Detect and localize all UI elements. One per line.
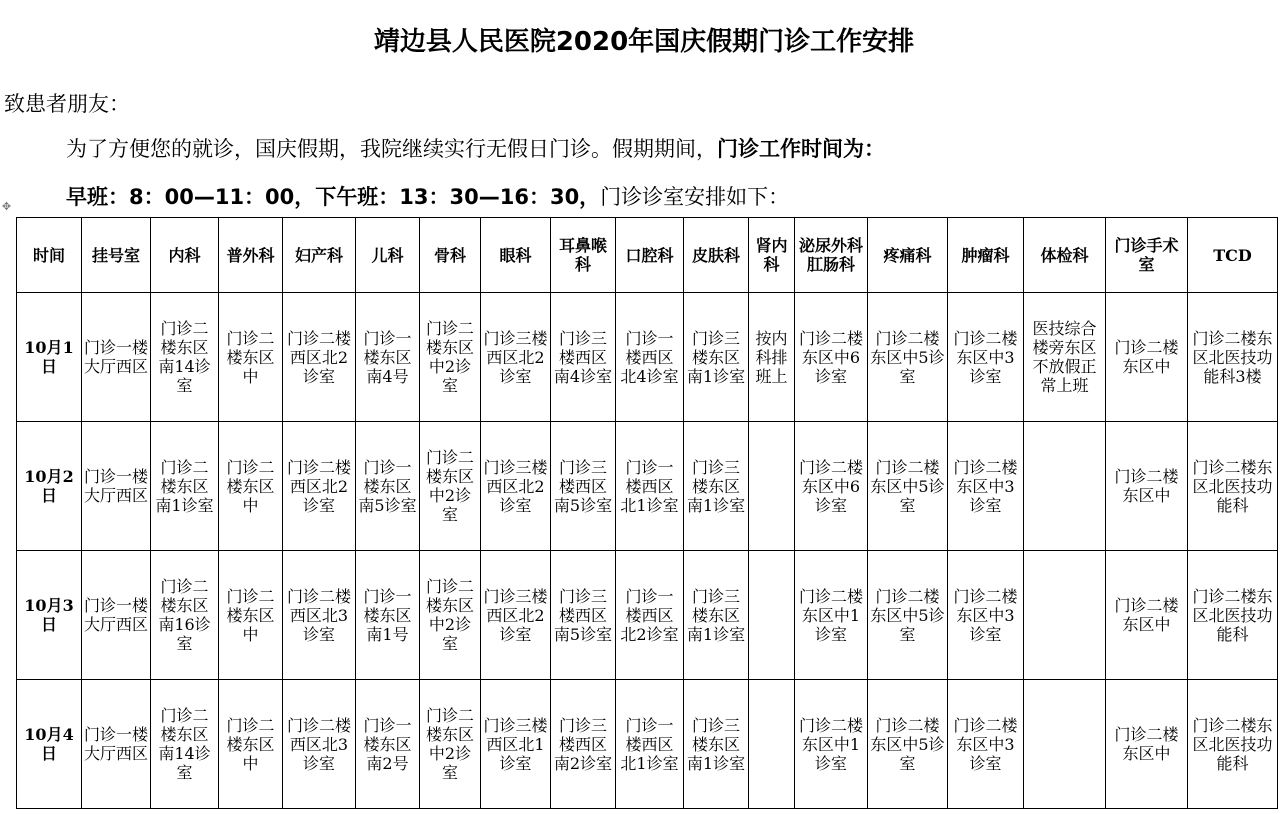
cell-location: 门诊一楼东区南2号 <box>363 715 412 773</box>
column-header-label: 普外科 <box>226 245 275 265</box>
date-label: 10月4日 <box>24 725 74 763</box>
hours-text: 早班：8：00—11：00，下午班：13：30—16：30， <box>66 185 601 209</box>
table-cell <box>1024 551 1106 680</box>
table-cell <box>868 293 948 422</box>
cell-location: 门诊三楼西区北2诊室 <box>483 457 548 515</box>
cell-location: 门诊二楼东区中1诊室 <box>798 715 863 773</box>
cell-location: 门诊二楼东区北医技功能科 <box>1192 586 1273 644</box>
table-cell <box>551 551 616 680</box>
greeting: 致患者朋友： <box>4 92 130 116</box>
table-cell <box>151 551 219 680</box>
table-cell <box>749 680 795 809</box>
table-cell <box>82 680 151 809</box>
column-header <box>356 218 420 293</box>
table-cell <box>616 293 684 422</box>
table-cell <box>749 551 795 680</box>
column-header-label: 体检科 <box>1040 245 1089 265</box>
cell-location: 医技综合楼旁东区不放假正常上班 <box>1032 319 1097 395</box>
cell-location: 门诊二楼东区南1诊室 <box>155 457 214 515</box>
cell-location: 门诊一楼大厅西区 <box>84 338 149 376</box>
table-cell <box>684 680 749 809</box>
cell-location: 门诊二楼东区中5诊室 <box>870 715 945 773</box>
cell-location: 门诊二楼东区中5诊室 <box>870 328 945 386</box>
table-cell <box>1106 680 1188 809</box>
column-header-label: 骨科 <box>433 245 466 265</box>
column-header <box>616 218 684 293</box>
table-cell <box>283 680 356 809</box>
table-cell <box>219 551 283 680</box>
cell-location: 门诊一楼东区南4号 <box>363 328 412 386</box>
table-cell <box>795 680 868 809</box>
column-header <box>795 218 868 293</box>
table-cell <box>283 551 356 680</box>
table-cell <box>948 293 1024 422</box>
table-cell <box>420 422 481 551</box>
table-cell <box>868 680 948 809</box>
cell-location: 门诊一楼大厅西区 <box>84 596 149 634</box>
cell-location: 门诊二楼东区南14诊室 <box>158 706 211 782</box>
cell-location: 门诊三楼东区南1诊室 <box>686 457 746 515</box>
table-cell <box>684 422 749 551</box>
cell-location: 门诊二楼东区中 <box>1114 725 1179 763</box>
table-cell <box>1188 293 1278 422</box>
table-cell <box>420 551 481 680</box>
cell-location: 门诊三楼西区北1诊室 <box>483 715 548 773</box>
room-arrangement-text: 门诊诊室安排如下： <box>600 185 790 209</box>
column-header-label: 肿瘤科 <box>961 245 1010 265</box>
column-header-label: 儿科 <box>371 245 404 265</box>
column-header-label: TCD <box>1213 245 1252 265</box>
column-header <box>82 218 151 293</box>
cell-location: 门诊二楼东区中 <box>226 457 275 515</box>
table-cell <box>1024 293 1106 422</box>
table-cell <box>749 293 795 422</box>
column-header-label: 疼痛科 <box>883 245 932 265</box>
table-row <box>17 293 1278 422</box>
column-header-label: 泌尿外科肛肠科 <box>798 236 863 274</box>
table-cell <box>1106 422 1188 551</box>
table-cell <box>481 551 551 680</box>
cell-location: 门诊二楼西区北2诊室 <box>286 457 351 515</box>
column-header <box>151 218 219 293</box>
table-cell <box>283 293 356 422</box>
table-cell <box>684 293 749 422</box>
column-header <box>749 218 795 293</box>
cell-location: 门诊二楼东区北医技功能科 <box>1192 715 1273 773</box>
column-header <box>1188 218 1278 293</box>
date-label: 10月1日 <box>24 338 74 376</box>
column-header <box>684 218 749 293</box>
column-header-label: 口腔科 <box>625 245 674 265</box>
table-header-row <box>17 218 1278 293</box>
cell-location: 门诊三楼西区南5诊室 <box>553 457 613 515</box>
table-cell <box>551 680 616 809</box>
table-row <box>17 551 1278 680</box>
cell-location: 门诊二楼西区北2诊室 <box>286 328 351 386</box>
cell-location: 门诊一楼东区南1号 <box>363 586 412 644</box>
table-cell <box>1188 680 1278 809</box>
date-cell <box>17 293 82 422</box>
cell-location: 门诊二楼西区北3诊室 <box>286 715 351 773</box>
table-cell <box>1106 551 1188 680</box>
table-cell <box>151 422 219 551</box>
cell-location: 门诊二楼东区中2诊室 <box>425 448 474 524</box>
cell-location: 门诊三楼西区北2诊室 <box>483 586 548 644</box>
table-cell <box>219 293 283 422</box>
table-cell <box>948 422 1024 551</box>
hours-paragraph <box>66 180 789 214</box>
table-cell <box>795 422 868 551</box>
cell-location: 门诊二楼东区中5诊室 <box>870 457 945 515</box>
table-cell <box>616 422 684 551</box>
intro-paragraph <box>66 132 885 166</box>
cell-location: 门诊三楼西区南2诊室 <box>553 715 613 773</box>
date-cell <box>17 551 82 680</box>
cell-location: 门诊二楼东区中6诊室 <box>798 328 863 386</box>
cell-location: 门诊三楼西区南5诊室 <box>553 586 613 644</box>
cell-location: 门诊二楼东区中 <box>1114 596 1179 634</box>
cell-location: 门诊一楼东区南5诊室 <box>358 457 417 515</box>
column-header-label: 门诊手术室 <box>1114 236 1179 274</box>
cell-location: 门诊三楼东区南1诊室 <box>686 328 746 386</box>
table-cell <box>1024 680 1106 809</box>
column-header <box>1106 218 1188 293</box>
table-cell <box>481 680 551 809</box>
cell-location: 门诊一楼西区北1诊室 <box>620 457 679 515</box>
cell-location: 门诊二楼东区南16诊室 <box>158 577 211 653</box>
date-cell <box>17 680 82 809</box>
table-row <box>17 422 1278 551</box>
table-cell <box>481 293 551 422</box>
table-cell <box>1188 551 1278 680</box>
cell-location: 门诊三楼东区南1诊室 <box>686 715 746 773</box>
cell-location: 门诊二楼东区中3诊室 <box>953 586 1018 644</box>
table-cell <box>356 680 420 809</box>
table-cell <box>868 422 948 551</box>
cell-location: 门诊二楼东区中1诊室 <box>798 586 863 644</box>
table-cell <box>356 551 420 680</box>
table-cell <box>684 551 749 680</box>
table-cell <box>616 551 684 680</box>
intro-text: 为了方便您的就诊，国庆假期，我院继续实行无假日门诊。假期期间， <box>66 137 717 161</box>
page-title: 靖边县人民医院2020年国庆假期门诊工作安排 <box>373 27 915 57</box>
column-header <box>17 218 82 293</box>
cell-location: 门诊二楼东区中 <box>226 586 275 644</box>
column-header <box>420 218 481 293</box>
cell-location: 门诊二楼东区北医技功能科 <box>1192 457 1273 515</box>
table-cell <box>151 680 219 809</box>
schedule-table <box>16 217 1278 809</box>
table-cell <box>82 293 151 422</box>
cell-location: 门诊二楼东区中2诊室 <box>425 706 474 782</box>
cell-location: 门诊二楼东区中3诊室 <box>953 715 1018 773</box>
cell-location: 门诊一楼大厅西区 <box>84 467 149 505</box>
table-cell <box>219 422 283 551</box>
table-cell <box>481 422 551 551</box>
column-header-label: 肾内科 <box>755 236 788 274</box>
date-label: 10月2日 <box>24 467 74 505</box>
cell-location: 门诊二楼东区中3诊室 <box>953 457 1018 515</box>
column-header-label: 内科 <box>168 245 201 265</box>
cell-location: 门诊三楼西区南4诊室 <box>553 328 613 386</box>
table-row <box>17 680 1278 809</box>
table-cell <box>948 680 1024 809</box>
cell-location: 门诊二楼东区中 <box>226 328 275 386</box>
column-header <box>481 218 551 293</box>
cell-location: 门诊三楼东区南1诊室 <box>686 586 746 644</box>
table-cell <box>283 422 356 551</box>
cell-location: 门诊二楼西区北3诊室 <box>286 586 351 644</box>
cell-location: 门诊二楼东区中 <box>226 715 275 773</box>
column-header-label: 皮肤科 <box>691 245 740 265</box>
cell-location: 门诊一楼西区北2诊室 <box>620 586 679 644</box>
cell-location: 门诊二楼东区中 <box>1114 338 1179 376</box>
table-cell <box>151 293 219 422</box>
column-header-label: 眼科 <box>499 245 532 265</box>
table-cell <box>749 422 795 551</box>
table-cell <box>795 551 868 680</box>
cell-location: 门诊一楼大厅西区 <box>84 725 149 763</box>
column-header <box>948 218 1024 293</box>
table-cell <box>82 422 151 551</box>
cell-location: 门诊二楼东区中6诊室 <box>798 457 863 515</box>
table-cell <box>82 551 151 680</box>
table-cell <box>420 293 481 422</box>
column-header-label: 时间 <box>32 245 65 265</box>
cell-location: 门诊二楼东区南14诊室 <box>158 319 211 395</box>
table-cell <box>948 551 1024 680</box>
cell-location: 门诊三楼西区北2诊室 <box>483 328 548 386</box>
hours-heading: 门诊工作时间为： <box>717 137 885 161</box>
date-cell <box>17 422 82 551</box>
column-header-label: 妇产科 <box>294 245 343 265</box>
cell-location: 门诊二楼东区中5诊室 <box>870 586 945 644</box>
table-cell <box>551 422 616 551</box>
table-cell <box>1024 422 1106 551</box>
date-label: 10月3日 <box>24 596 74 634</box>
table-cell <box>616 680 684 809</box>
table-cell <box>868 551 948 680</box>
cell-location: 门诊二楼东区中3诊室 <box>953 328 1018 386</box>
table-body <box>17 293 1278 809</box>
table-cell <box>795 293 868 422</box>
cell-location: 门诊二楼东区中2诊室 <box>425 577 474 653</box>
move-icon[interactable]: ✥ <box>1 200 12 213</box>
cell-location: 门诊二楼东区北医技功能科3楼 <box>1192 328 1273 386</box>
table-cell <box>356 293 420 422</box>
column-header <box>868 218 948 293</box>
cell-location: 门诊二楼东区中2诊室 <box>425 319 474 395</box>
column-header-label: 挂号室 <box>91 245 140 265</box>
column-header <box>283 218 356 293</box>
table-cell <box>356 422 420 551</box>
column-header <box>1024 218 1106 293</box>
table-cell <box>1188 422 1278 551</box>
table-cell <box>420 680 481 809</box>
table-cell <box>219 680 283 809</box>
cell-location: 门诊一楼西区北1诊室 <box>620 715 679 773</box>
column-header-label: 耳鼻喉科 <box>558 236 607 274</box>
cell-location: 按内科排班上 <box>755 328 788 386</box>
column-header <box>551 218 616 293</box>
cell-location: 门诊二楼东区中 <box>1114 467 1179 505</box>
column-header <box>219 218 283 293</box>
table-cell <box>1106 293 1188 422</box>
cell-location: 门诊一楼西区北4诊室 <box>620 328 679 386</box>
table-cell <box>551 293 616 422</box>
